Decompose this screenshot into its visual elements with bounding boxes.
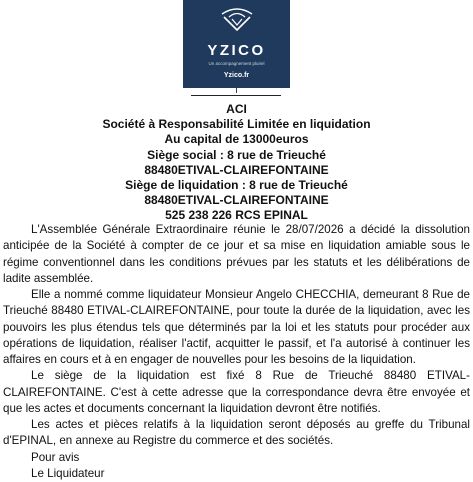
- closing-pour-avis: Pour avis: [31, 450, 80, 464]
- company-legal-form: Société à Responsabilité Limitée en liquidation: [102, 117, 371, 132]
- registered-office: Siège social : 8 rue de Trieuché: [147, 147, 326, 162]
- company-logo: [183, 0, 290, 88]
- registered-office-city: 88480ETIVAL-CLAIREFONTAINE: [144, 162, 329, 177]
- paragraph-dissolution: L'Assemblée Générale Extraordinaire réunie le 28/07/2026 a décidé la dissolution anticipée de la Société à compter de ce jour et sa mise en liquidation amiable sous le régime conventionnel dans les conditions prévues par les statuts et les délibérations de ladite assemblée.: [3, 223, 470, 285]
- logo-marker: [236, 88, 237, 93]
- liquidation-office: Siège de liquidation : 8 rue de Trieuché: [125, 178, 348, 193]
- notice-header: [0, 102, 473, 224]
- notice-body: [3, 222, 470, 482]
- logo-website: Yzico.fr: [223, 72, 250, 79]
- logo-tagline: Un accompagnement pluriel: [208, 61, 265, 66]
- logo-brand-name: YZICO: [207, 42, 266, 59]
- paragraph-liquidation-seat: Le siège de la liquidation est fixé 8 Rue de Trieuché 88480 ETIVAL-CLAIREFONTAINE. C'est à cette adresse que la correspondance devra être envoyée et que les actes et documents concernant la liquidation devront être notifiés.: [3, 369, 470, 415]
- company-name: ACI: [226, 102, 247, 116]
- logo-emblem-icon: [218, 6, 256, 36]
- paragraph-filing: Les actes et pièces relatifs à la liquidation seront déposés au greffe du Tribunal d'EPINAL, en annexe au Registre du commerce et des sociétés.: [3, 418, 470, 448]
- closing-signature: Le Liquidateur: [31, 466, 105, 480]
- separator-line: [191, 95, 281, 96]
- paragraph-liquidator: Elle a nommé comme liquidateur Monsieur Angelo CHECCHIA, demeurant 8 Rue de Trieuché 88480 ETIVAL-CLAIREFONTAINE, pour toute la durée de la liquidation, avec les pouvoirs les plus étendus tels que déterminés par la loi et les statuts pour procéder aux opérations de liquidation, réaliser l'actif, acquitter le passif, et l'a autorisé à continuer les affaires en cours et à en engager de nouvelles pour les besoins de la liquidation.: [3, 288, 470, 366]
- company-capital: Au capital de 13000euros: [164, 132, 309, 147]
- rcs-number: 525 238 226 RCS EPINAL: [165, 208, 308, 223]
- liquidation-office-city: 88480ETIVAL-CLAIREFONTAINE: [144, 193, 329, 208]
